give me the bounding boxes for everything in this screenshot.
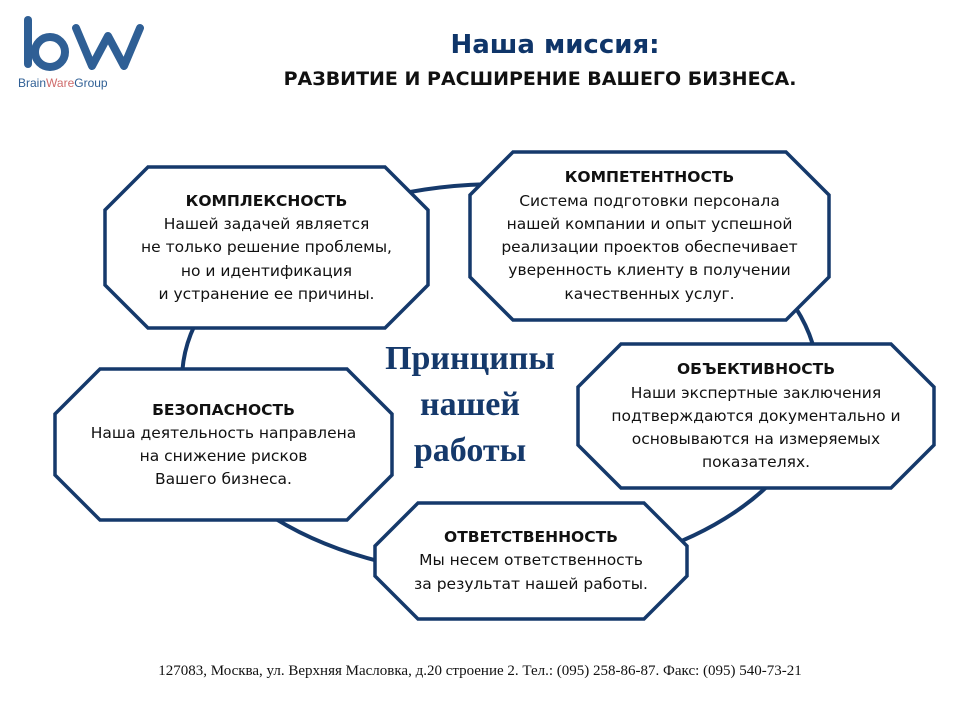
principle-line: за результат нашей работы.	[414, 574, 648, 593]
principle-line: не только решение проблемы,	[140, 238, 392, 257]
principle-title: ОТВЕТСТВЕННОСТЬ	[444, 528, 618, 547]
center-label-line: Принципы	[385, 340, 555, 377]
principle-line: на снижение рисков	[139, 447, 308, 465]
principle-line: уверенность клиенту в получении	[508, 261, 791, 280]
center-label-line: работы	[413, 431, 527, 469]
logo-text: BrainWareGroup	[18, 76, 108, 90]
principle-line: Наша деятельность направлена	[90, 423, 357, 442]
page-title: Наша миссия:	[450, 30, 660, 60]
principle-line: нашей компании и опыт успешной	[506, 214, 793, 233]
principle-title: КОМПЛЕКСНОСТЬ	[185, 191, 348, 210]
footer-contacts: 127083, Москва, ул. Верхняя Масловка, д.20 строение 2. Тел.: (095) 258-86-87. Факс: (095) 540-73-21	[158, 663, 802, 679]
principle-line: Система подготовки персонала	[519, 191, 780, 210]
principle-title: БЕЗОПАСНОСТЬ	[152, 400, 295, 419]
principle-line: и устранение ее причины.	[158, 284, 375, 303]
principle-line: качественных услуг.	[564, 284, 735, 303]
principle-complexity	[108, 172, 425, 324]
principle-line: реализации проектов обеспечивает	[501, 238, 798, 256]
principle-competence	[472, 155, 827, 317]
principle-line: показателях.	[701, 453, 811, 472]
principle-line: подтверждаются документально и	[611, 406, 901, 425]
center-label-line: нашей	[420, 385, 520, 423]
principle-line: Наши экспертные заключения	[630, 383, 882, 402]
principle-line: Нашей задачей является	[163, 215, 370, 234]
center-label	[362, 336, 578, 474]
page-subtitle: РАЗВИТИЕ И РАСШИРЕНИЕ ВАШЕГО БИЗНЕСА.	[283, 68, 797, 90]
principle-objectivity	[580, 348, 932, 485]
principle-title: ОБЪЕКТИВНОСТЬ	[676, 360, 836, 379]
principle-title: КОМПЕТЕНТНОСТЬ	[564, 168, 735, 187]
principle-safety	[57, 374, 390, 516]
principle-line: Мы несем ответственность	[419, 551, 643, 570]
principle-line: основываются на измеряемых	[631, 430, 881, 449]
principle-line: Вашего бизнеса.	[155, 470, 292, 489]
principle-line: но и идентификация	[180, 261, 353, 280]
principle-responsibility	[377, 507, 685, 615]
